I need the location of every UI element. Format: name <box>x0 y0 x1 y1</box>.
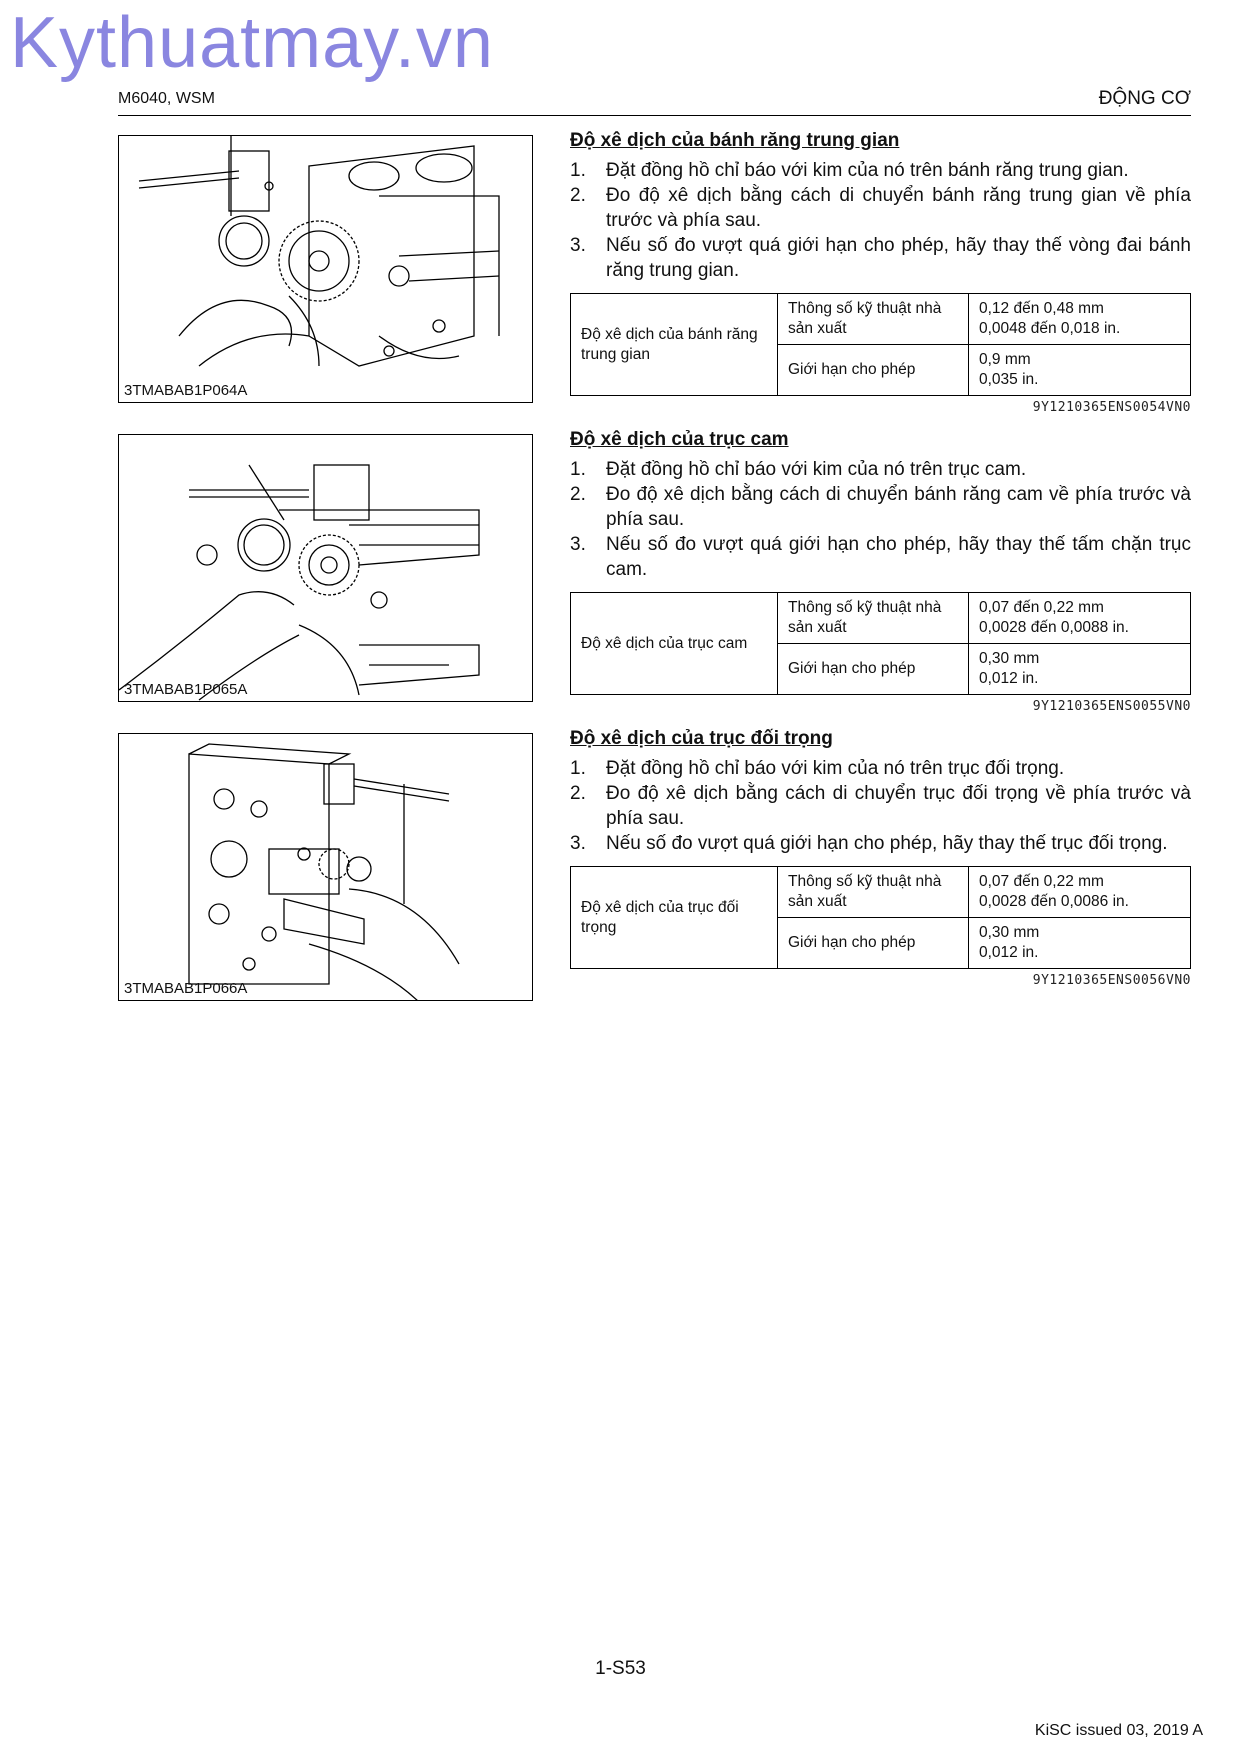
limit-value <box>969 345 1191 396</box>
limit-value-mm: 0,30 mm <box>979 924 1040 941</box>
spec-value-mm: 0,07 đến 0,22 mm <box>979 873 1104 890</box>
limit-value <box>969 918 1191 969</box>
spec-value <box>969 867 1191 918</box>
reference-code: 9Y1210365ENS0055VN0 <box>1032 699 1191 714</box>
spec-label: Thông số kỹ thuật nhà sản xuất <box>778 294 969 345</box>
section-idle-gear <box>570 130 1191 415</box>
step-number: 3. <box>570 833 586 854</box>
step-number: 2. <box>570 783 586 804</box>
section-title: Độ xê dịch của trục cam <box>570 429 789 450</box>
step-item <box>570 831 1191 856</box>
limit-value-mm: 0,9 mm <box>979 351 1031 368</box>
limit-value <box>969 644 1191 695</box>
step-text: Đặt đồng hồ chỉ báo với kim của nó trên trục cam. <box>606 459 1027 480</box>
step-item <box>570 532 1191 582</box>
steps-list <box>570 158 1191 283</box>
step-item <box>570 482 1191 532</box>
steps-list <box>570 457 1191 582</box>
step-number: 1. <box>570 160 586 181</box>
figure-label: 3TMABAB1P065A <box>124 681 248 698</box>
limit-value-in: 0,035 in. <box>979 371 1039 388</box>
step-number: 2. <box>570 484 586 505</box>
spec-item: Độ xê dịch của trục cam <box>571 593 778 695</box>
step-text: Nếu số đo vượt quá giới hạn cho phép, hãy thay thế vòng đai bánh răng trung gian. <box>606 235 1191 281</box>
spec-value-in: 0,0028 đến 0,0088 in. <box>979 619 1129 636</box>
spec-table <box>570 866 1191 969</box>
step-text: Đo độ xê dịch bằng cách di chuyển trục đối trọng về phía trước và phía sau. <box>606 783 1191 829</box>
steps-list <box>570 756 1191 856</box>
step-item <box>570 158 1191 183</box>
step-text: Nếu số đo vượt quá giới hạn cho phép, hãy thay thế trục đối trọng. <box>606 833 1168 854</box>
step-item <box>570 756 1191 781</box>
spec-label: Thông số kỹ thuật nhà sản xuất <box>778 593 969 644</box>
step-text: Đo độ xê dịch bằng cách di chuyển bánh răng cam về phía trước và phía sau. <box>606 484 1191 530</box>
spec-value-mm: 0,07 đến 0,22 mm <box>979 599 1104 616</box>
spec-value <box>969 294 1191 345</box>
spec-item: Độ xê dịch của bánh răng trung gian <box>571 294 778 396</box>
figure-balancer-shaft <box>118 733 533 1001</box>
step-number: 1. <box>570 459 586 480</box>
step-text: Đo độ xê dịch bằng cách di chuyển bánh răng trung gian về phía trước và phía sau. <box>606 185 1191 231</box>
step-text: Đặt đồng hồ chỉ báo với kim của nó trên bánh răng trung gian. <box>606 160 1129 181</box>
header-divider <box>118 115 1191 116</box>
section-title: Độ xê dịch của bánh răng trung gian <box>570 130 900 151</box>
reference-code: 9Y1210365ENS0054VN0 <box>1032 400 1191 415</box>
spec-value-in: 0,0028 đến 0,0086 in. <box>979 893 1129 910</box>
step-text: Đặt đồng hồ chỉ báo với kim của nó trên trục đối trọng. <box>606 758 1065 779</box>
reference-code: 9Y1210365ENS0056VN0 <box>1032 973 1191 988</box>
spec-item: Độ xê dịch của trục đối trọng <box>571 867 778 969</box>
limit-label: Giới hạn cho phép <box>778 644 969 695</box>
illustration-camshaft <box>119 435 533 702</box>
step-item <box>570 233 1191 283</box>
illustration-balancer-shaft <box>119 734 533 1001</box>
figure-idle-gear <box>118 135 533 403</box>
step-item <box>570 781 1191 831</box>
step-text: Nếu số đo vượt quá giới hạn cho phép, hãy thay thế tấm chặn trục cam. <box>606 534 1191 580</box>
header-model: M6040, WSM <box>118 90 215 107</box>
limit-value-in: 0,012 in. <box>979 670 1039 687</box>
spec-value <box>969 593 1191 644</box>
section-balancer-shaft <box>570 728 1191 988</box>
limit-value-in: 0,012 in. <box>979 944 1039 961</box>
header-chapter: ĐỘNG CƠ <box>1098 88 1191 109</box>
step-number: 1. <box>570 758 586 779</box>
limit-label: Giới hạn cho phép <box>778 345 969 396</box>
watermark-logo: Kythuatmay.vn <box>10 3 494 83</box>
limit-label: Giới hạn cho phép <box>778 918 969 969</box>
figure-label: 3TMABAB1P066A <box>124 980 248 997</box>
spec-value-in: 0,0048 đến 0,018 in. <box>979 320 1121 337</box>
page-number: 1-S53 <box>595 1658 646 1679</box>
step-item <box>570 183 1191 233</box>
spec-value-mm: 0,12 đến 0,48 mm <box>979 300 1104 317</box>
limit-value-mm: 0,30 mm <box>979 650 1040 667</box>
spec-table <box>570 293 1191 396</box>
section-title: Độ xê dịch của trục đối trọng <box>570 728 833 749</box>
step-item <box>570 457 1191 482</box>
spec-label: Thông số kỹ thuật nhà sản xuất <box>778 867 969 918</box>
step-number: 3. <box>570 235 586 256</box>
figure-camshaft <box>118 434 533 702</box>
spec-table <box>570 592 1191 695</box>
step-number: 3. <box>570 534 586 555</box>
figure-label: 3TMABAB1P064A <box>124 382 248 399</box>
section-camshaft <box>570 429 1191 714</box>
footer-issue: KiSC issued 03, 2019 A <box>1034 1722 1203 1739</box>
step-number: 2. <box>570 185 586 206</box>
illustration-idle-gear <box>119 136 533 403</box>
